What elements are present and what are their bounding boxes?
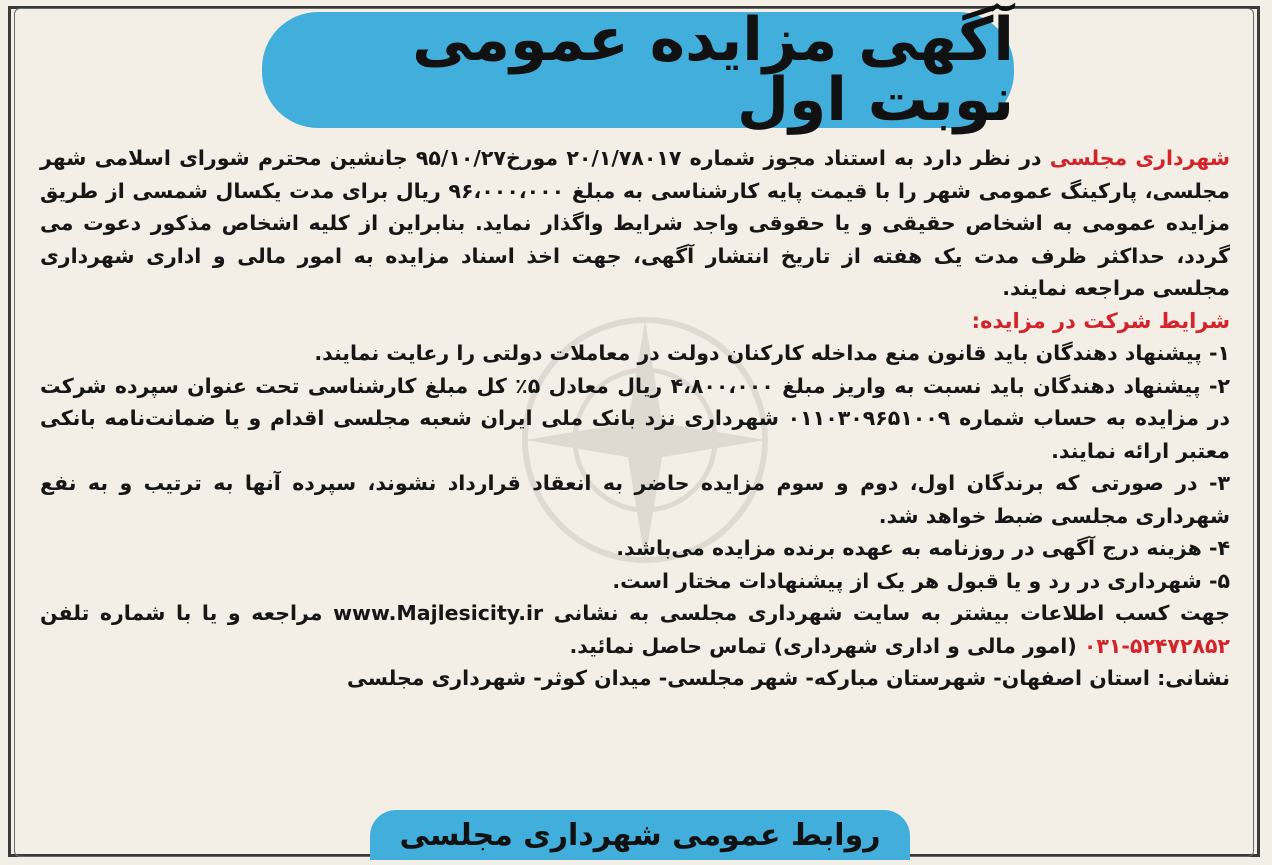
condition-item: ۳- در صورتی که برندگان اول، دوم و سوم مزایده حاضر به انعقاد قرارداد نشوند، سپرده آنها به ترتیب و به نفع شهرداری مجلسی ضبط خواهد شد. [40,471,1230,528]
page-title: آگهی مزایده عمومی نوبت اول [412,5,1014,135]
address-line: نشانی: استان اصفهان- شهرستان مبارکه- شهر مجلسی- میدان کوثر- شهرداری مجلسی [347,666,1230,690]
footer-banner [370,810,910,860]
notice-body [40,142,1230,782]
municipality-name: شهرداری مجلسی [1049,146,1230,170]
intro-text: در نظر دارد به استناد مجوز شماره ۲۰/۱/۷۸۰۱۷ مورخ۹۵/۱۰/۲۷ جانشین محترم شورای اسلامی شهر مجلسی، پارکینگ عمومی شهر را با قیمت پایه کارشناسی به مبلغ ۹۶،۰۰۰،۰۰۰ ریال برای مدت یکسال شمسی از طریق مزایده عمومی به اشخاص حقیقی و یا حقوقی واجد شرایط واگذار نماید. بنابراین از کلیه اشخاص مذکور دعوت می گردد، حداکثر ظرف مدت یک هفته از تاریخ انتشار آگهی، جهت اخذ اسناد مزایده به امور مالی و اداری شهرداری مجلسی مراجعه نمایند. [40,146,1230,300]
phone-number: ۰۳۱-۵۲۴۷۲۸۵۲ [1083,633,1230,658]
intro-paragraph [40,142,1230,305]
website-link[interactable]: www.Majlesicity.ir [333,601,544,625]
condition-item: ۲- پیشنهاد دهندگان باید نسبت به واریز مبلغ ۴،۸۰۰،۰۰۰ ریال معادل ۵٪ کل مبلغ کارشناسی تحت عنوان سپرده شرکت در مزایده به حساب شماره ۰۱۱۰۳۰۹۶۵۱۰۰۹ شهرداری نزد بانک ملی ایران شعبه مجلسی اقدام و یا ضمانت‌نامه بانکی معتبر ارائه نمایند. [40,373,1231,463]
info-text-1: جهت کسب اطلاعات بیشتر به سایت شهرداری مجلسی به نشانی [543,601,1230,625]
conditions-title: شرایط شرکت در مزایده: [971,308,1230,333]
condition-item: ۵- شهرداری در رد و یا قبول هر یک از پیشنهادات مختار است. [612,568,1230,593]
title-banner [262,5,1014,135]
info-paragraph [40,597,1230,662]
condition-item: ۱- پیشنهاد دهندگان باید قانون منع مداخله کارکنان دولت در معاملات دولتی را رعایت نمایند. [314,341,1230,365]
info-text-2: مراجعه و یا با شماره تلفن [40,601,334,625]
info-text-3: (امور مالی و اداری شهرداری) تماس حاصل نمائید. [569,633,1084,658]
condition-item: ۴- هزینه درج آگهی در روزنامه به عهده برنده مزایده می‌باشد. [616,536,1230,560]
footer-text: روابط عمومی شهرداری مجلسی [399,817,881,853]
